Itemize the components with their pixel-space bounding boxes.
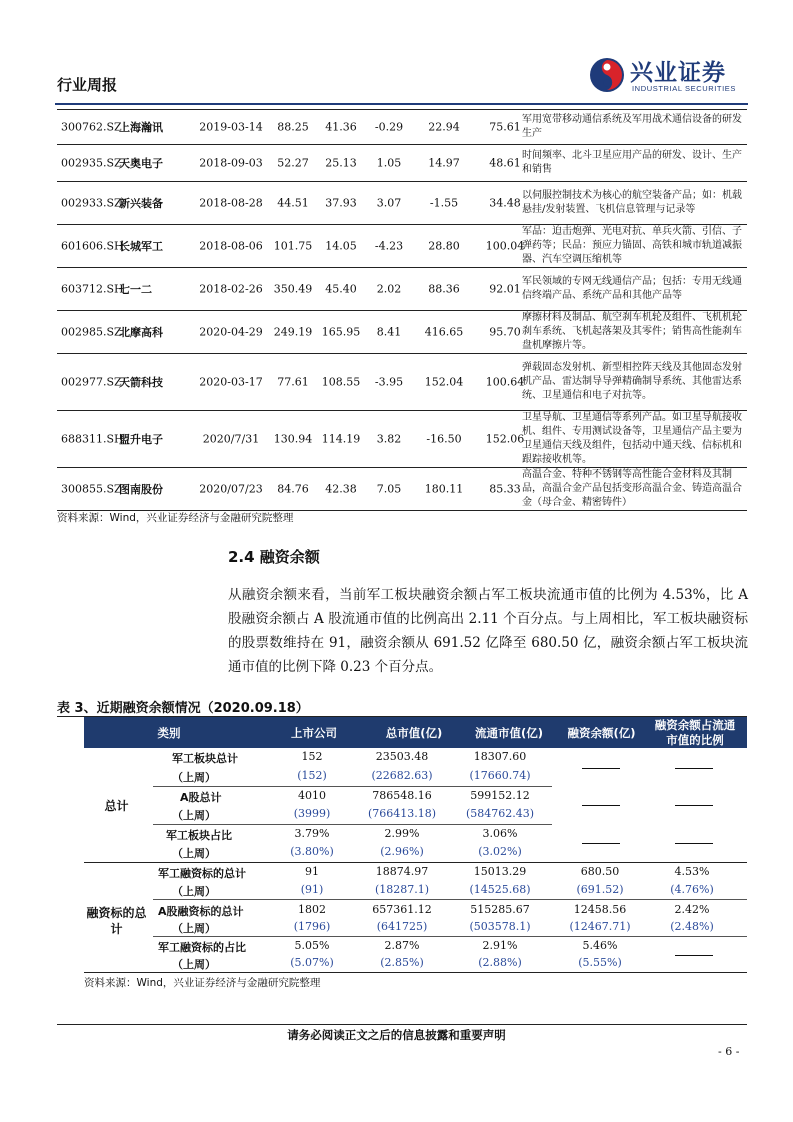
row-label: （上周） [172,958,216,971]
page-number: - 6 - [718,1045,740,1058]
value-cell: 41.36 [325,120,357,133]
cell-total-mcap-prev: (2.96%) [380,845,424,858]
value-cell: 114.19 [321,432,361,446]
cell-margin-ratio-prev: (4.76%) [670,883,714,896]
cell-margin-ratio-prev: (2.48%) [670,920,714,933]
value-cell: 3.07 [376,196,402,210]
listing-date: 2018-08-06 [199,239,263,253]
value-cell: 165.95 [321,325,361,339]
value-cell: 152.04 [424,375,464,389]
value-cell: 92.01 [489,282,521,296]
listing-date: 2019-03-14 [199,120,263,133]
value-cell: 45.40 [325,282,357,296]
cell-float-mcap: 515285.67 [470,903,530,916]
row-label: 军工板块总计 [172,752,238,765]
stock-name: 天箭科技 [119,376,163,389]
value-cell: 130.94 [273,432,313,446]
stock-name: 图南股份 [119,483,163,496]
cell-total-mcap-prev: (22682.63) [371,769,433,782]
cell-companies-prev: (5.07%) [290,956,334,969]
value-cell: 350.49 [273,282,313,296]
business-description: 摩擦材料及制品、航空刹车机轮及组件、飞机机轮刹车系统、飞机起落架及其零件；销售高性能刹车盘机摩擦片等。 [522,312,742,351]
business-description: 以伺服控制技术为核心的航空装备产品；如：机载悬挂/发射装置、飞机信息管理与记录等 [522,190,742,215]
cell-companies: 91 [305,865,319,878]
row-label: 军工板块占比 [166,829,232,842]
cell-float-mcap-prev: (503578.1) [469,920,531,933]
cell-total-mcap: 2.99% [384,827,420,840]
cell-companies: 5.05% [294,939,330,952]
listing-date: 2018-08-28 [199,196,263,210]
stock-code: 002933.SZ [61,196,122,210]
cell-margin-ratio: 4.53% [674,865,710,878]
value-cell: 108.55 [321,375,361,389]
business-description: 弹载固态发射机、新型相控阵天线及其他固态发射机产品、雷达制导导弹精确制导系统、其他雷达系统、卫星通信和电子对抗等。 [522,362,742,401]
report-type-title: 行业周报 [57,76,118,94]
table3-title: 表 3、近期融资余额情况（2020.09.18） [57,701,309,716]
row-divider [153,786,552,787]
stock-code: 601606.SH [61,239,124,253]
value-cell: 52.27 [277,156,309,170]
value-cell: 14.97 [428,156,460,170]
column-header: 总市值(亿) [385,725,443,740]
column-header: 融资余额占流通市值的比例 [654,717,736,747]
stock-name: 七一二 [119,283,152,296]
cell-total-mcap-prev: (766413.18) [367,807,437,820]
value-cell: 77.61 [277,375,309,389]
value-cell: 8.41 [376,325,402,339]
cell-margin-balance: 680.50 [580,865,620,878]
cell-companies-prev: (3.80%) [290,845,334,858]
stock-code: 002977.SZ [61,375,122,389]
stock-name: 上海瀚讯 [119,120,163,134]
stock-code: 300762.SZ [61,120,122,133]
stock-name: 盟升电子 [119,433,163,446]
cell-margin-balance: 12458.56 [573,903,627,916]
cell-total-mcap: 18874.97 [375,865,429,878]
business-description: 时间频率、北斗卫星应用产品的研发、设计、生产和销售 [522,150,742,175]
stock-code: 002935.SZ [61,156,122,170]
empty-dash [675,768,713,769]
table1-source-note: 资料来源：Wind，兴业证券经济与金融研究院整理 [57,512,294,524]
stock-name: 天奥电子 [119,157,163,170]
row-divider [153,824,552,825]
row-label: （上周） [172,847,216,860]
cell-margin-balance-prev: (5.55%) [578,956,622,969]
group-label-total: 总计 [104,799,129,813]
cell-companies: 152 [301,750,323,763]
value-cell: 22.94 [428,120,460,133]
cell-float-mcap: 599152.12 [470,789,530,802]
cell-total-mcap-prev: (641725) [376,920,428,933]
listing-date: 2018-02-26 [199,282,263,296]
value-cell: 75.61 [489,120,521,133]
empty-dash [582,768,620,769]
value-cell: -4.23 [374,239,404,253]
cell-total-mcap-prev: (18287.1) [374,883,430,896]
business-description: 军民领域的专网无线通信产品；包括：专用无线通信终端产品、系统产品和其他产品等 [522,276,742,301]
cell-companies: 4010 [298,789,326,802]
cell-total-mcap-prev: (2.85%) [380,956,424,969]
row-label: A股融资标的总计 [158,905,244,918]
section-heading: 2.4 融资余额 [228,548,320,566]
row-label: A股总计 [180,791,222,804]
value-cell: -1.55 [429,196,459,210]
empty-dash [675,955,713,956]
cell-companies-prev: (91) [300,883,324,896]
table3-bottom-border [84,972,747,973]
row-divider [153,899,747,900]
value-cell: 85.33 [489,482,521,496]
value-cell: 34.48 [489,196,521,210]
value-cell: -16.50 [426,432,462,446]
value-cell: 88.25 [277,120,309,133]
column-header: 融资余额(亿) [567,725,636,740]
cell-float-mcap-prev: (3.02%) [478,845,522,858]
row-label: （上周） [172,922,216,935]
cell-companies: 1802 [298,903,326,916]
value-cell: 37.93 [325,196,357,210]
stock-code: 300855.SZ [61,482,122,496]
empty-dash [582,843,620,844]
value-cell: 180.11 [424,482,464,496]
stock-code: 603712.SH [61,282,124,296]
listing-date: 2020-04-29 [199,325,263,339]
cell-margin-ratio: 2.42% [674,903,710,916]
logo-english-text: INDUSTRIAL SECURITIES [632,84,737,93]
section-paragraph: 从融资余额来看，当前军工板块融资余额占军工板块流通市值的比例为 4.53%，比 A 股融资余额占 A 股流通市值的比例高出 2.11 个百分点。与上周相比，军工板块融资标的股票数维持在 91，融资余额从 691.52 亿降至 680.50 亿，融资余额占军工板块流通市值的比例下降 0.23 个百分点。 [228,587,748,675]
cell-total-mcap: 786548.16 [372,789,432,802]
cell-companies-prev: (1796) [293,920,331,933]
value-cell: 7.05 [376,482,402,496]
cell-total-mcap: 657361.12 [372,903,432,916]
table3-source-note: 资料来源：Wind，兴业证券经济与金融研究院整理 [84,977,321,989]
row-label: 军工融资标的占比 [158,941,246,954]
stock-name: 北摩高科 [119,326,163,339]
cell-float-mcap: 18307.60 [473,750,527,763]
value-cell: 1.05 [376,156,402,170]
cell-float-mcap-prev: (2.88%) [478,956,522,969]
cell-companies-prev: (3999) [293,807,331,820]
value-cell: 84.76 [277,482,309,496]
row-label: 军工融资标的总计 [158,867,246,880]
cell-float-mcap: 15013.29 [473,865,527,878]
value-cell: 48.61 [489,156,521,170]
footer-divider [57,1024,747,1025]
stock-code: 002985.SZ [61,325,122,339]
stock-name: 长城军工 [119,240,163,253]
value-cell: 100.64 [485,375,525,389]
value-cell: 25.13 [325,156,357,170]
group-divider [84,862,747,863]
value-cell: 88.36 [428,282,460,296]
cell-float-mcap-prev: (17660.74) [469,769,531,782]
value-cell: 152.06 [485,432,525,446]
value-cell: 28.80 [428,239,460,253]
listing-date: 2018-09-03 [199,156,263,170]
stock-name: 新兴装备 [119,197,163,210]
listing-date: 2020/07/23 [199,482,263,496]
cell-companies-prev: (152) [297,769,327,782]
cell-margin-balance-prev: (12467.71) [569,920,631,933]
cell-margin-balance: 5.46% [582,939,618,952]
column-header: 流通市值(亿) [474,725,543,740]
row-divider [153,936,747,937]
empty-dash [675,843,713,844]
value-cell: -3.95 [374,375,404,389]
business-description: 军品：迫击炮弹、光电对抗、单兵火箭、引信、子弹药等；民品：预应力锚固、高铁和城市轨道减振器、汽车空调压缩机等 [522,226,742,265]
row-label: （上周） [172,809,216,822]
listing-date: 2020-03-17 [199,375,263,389]
listing-date: 2020/7/31 [202,432,260,446]
value-cell: -0.29 [374,120,404,133]
cell-margin-balance-prev: (691.52) [576,883,624,896]
logo-chinese-text: 兴业证券 [630,60,726,86]
value-cell: 101.75 [273,239,313,253]
cell-float-mcap-prev: (584762.43) [465,807,535,820]
value-cell: 44.51 [277,196,309,210]
empty-dash [675,805,713,806]
cell-float-mcap: 2.91% [482,939,518,952]
business-description: 军用宽带移动通信系统及军用战术通信设备的研发生产 [522,113,742,139]
group-label-margin-total: 融资标的总计 [86,906,147,936]
cell-companies: 3.79% [294,827,330,840]
cell-float-mcap: 3.06% [482,827,518,840]
value-cell: 42.38 [325,482,357,496]
business-description: 高温合金、特种不锈钢等高性能合金材料及其制品，高温合金产品包括变形高温合金、铸造高温合金（母合金、精密铸件） [522,469,742,508]
business-description: 卫星导航、卫星通信等系列产品。如卫星导航接收机、组件、专用测试设备等，卫星通信产品主要为卫星通信天线及组件，包括动中通天线、信标机和跟踪接收机等。 [522,412,742,465]
value-cell: 3.82 [376,432,402,446]
value-cell: 2.02 [376,282,402,296]
value-cell: 416.65 [424,325,464,339]
cell-total-mcap: 2.87% [384,939,420,952]
stock-code: 688311.SH [61,432,124,446]
column-header: 上市公司 [291,725,337,740]
empty-dash [582,805,620,806]
cell-float-mcap-prev: (14525.68) [469,883,531,896]
value-cell: 95.70 [489,325,521,339]
footer-disclaimer: 请务必阅读正文之后的信息披露和重要声明 [287,1028,506,1042]
cell-total-mcap: 23503.48 [375,750,429,763]
column-header: 类别 [157,725,181,740]
row-label: （上周） [172,885,216,898]
row-label: （上周） [172,771,216,784]
value-cell: 14.05 [325,239,357,253]
value-cell: 100.04 [485,239,525,253]
value-cell: 249.19 [273,325,313,339]
